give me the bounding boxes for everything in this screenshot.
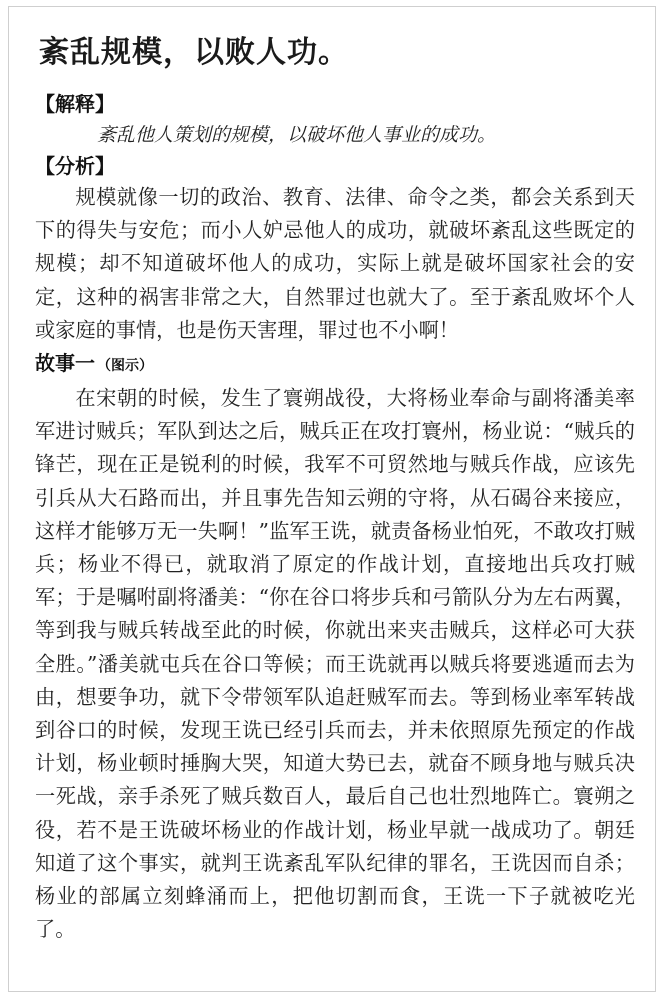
page-title: 紊乱规模，以败人功。 — [39, 35, 349, 70]
story-heading-label: 故事一 — [35, 351, 95, 376]
story-subheading: （图示） — [97, 358, 153, 375]
story-text: 在宋朝的时候，发生了寰朔战役，大将杨业奉命与副将潘美率军进讨贼兵；军队到达之后，贼兵正在攻打寰州，杨业说：“贼兵的锋芒，现在正是锐利的时候，我军不可贸然地与贼兵作战，应该先引兵从大石路而出，并且事先告知云朔的守将，从石碣谷来接应，这样才能够万无一失啊！”监军王诜，就责备杨业怕死，不敢攻打贼兵；杨业不得已，就取消了原定的作战计划，直接地出兵攻打贼军；于是嘱咐副将潘美：“你在谷口将步兵和弓箭队分为左右两翼，等到我与贼兵转战至此的时候，你就出来夹击贼兵，这样必可大获全胜。”潘美就屯兵在谷口等候；而王诜就再以贼兵将要逃遁而去为由，想要争功，就下令带领军队追赶贼军而去。等到杨业率军转战到谷口的时候，发现王诜已经引兵而去，并未依照原先预定的作战计划，杨业顿时捶胸大哭，知道大势已去，就奋不顾身地与贼兵决一死战，亲手杀死了贼兵数百人，最后自己也壮烈地阵亡。寰朔之役，若不是王诜破坏杨业的作战计划，杨业早就一战成功了。朝廷知道了这个事实，就判王诜紊乱军队纪律的罪名，王诜因而自杀；杨业的部属立刻蜂涌而上，把他切割而食，王诜一下子就被吃光了。 — [35, 386, 635, 942]
analysis-heading: 【分析】 — [35, 154, 115, 178]
page-content — [35, 31, 655, 946]
explanation-heading: 【解释】 — [35, 92, 115, 116]
book-page — [8, 6, 656, 992]
explanation-text: 紊乱他人策划的规模，以破坏他人事业的成功。 — [97, 124, 497, 146]
story-heading — [35, 347, 655, 382]
analysis-text: 规模就像一切的政治、教育、法律、命令之类，都会关系到天下的得失与安危；而小人妒忌他人的成功，就破坏紊乱这些既定的规模；却不知道破坏他人的成功，实际上就是破坏国家社会的安定，这种的祸害非常之大，自然罪过也就大了。至于紊乱败坏个人或家庭的事情，也是伤天害理，罪过也不小啊！ — [35, 185, 635, 342]
